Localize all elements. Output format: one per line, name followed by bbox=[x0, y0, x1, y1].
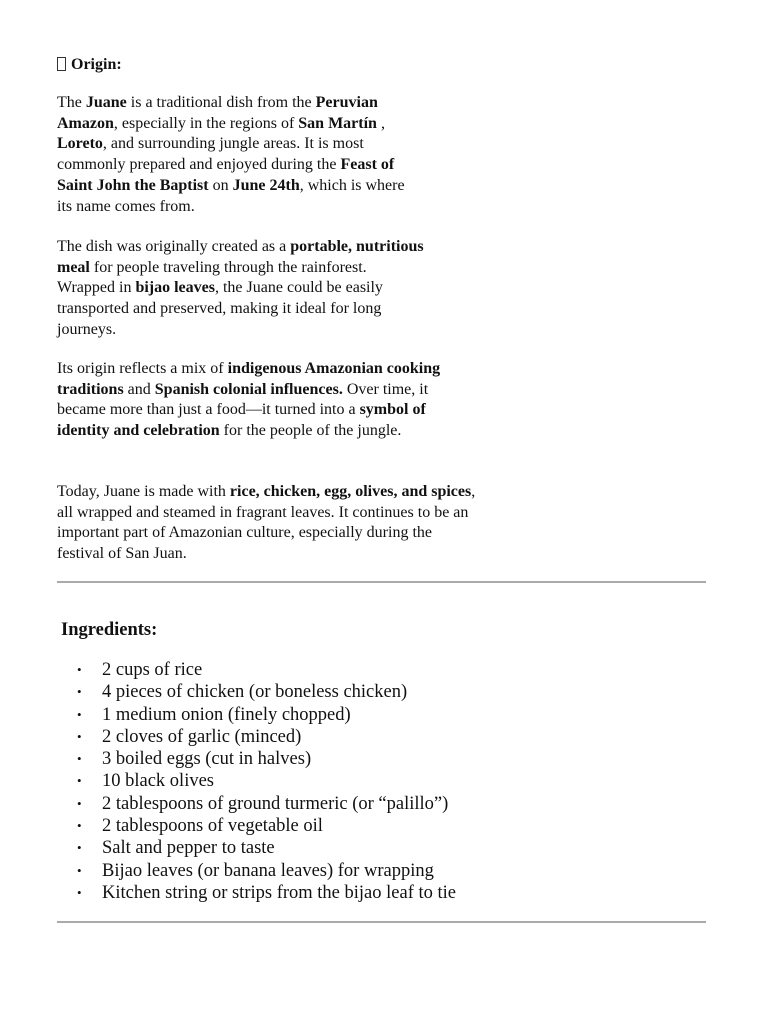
bold-term: June 24th bbox=[232, 176, 300, 194]
ingredient-item bbox=[57, 860, 456, 882]
text-run: The bbox=[57, 94, 86, 111]
ingredient-text: Kitchen string or strips from the bijao leaf to tie bbox=[102, 882, 456, 903]
bullet-icon: • bbox=[77, 884, 82, 900]
bold-term: bijao leaves bbox=[135, 279, 215, 297]
ingredient-text: 10 black olives bbox=[102, 771, 215, 792]
ingredient-text: 4 pieces of chicken (or boneless chicken) bbox=[102, 682, 408, 703]
bullet-icon: • bbox=[77, 795, 82, 811]
ingredient-item bbox=[57, 837, 456, 859]
ingredients-heading: Ingredients: bbox=[61, 620, 158, 640]
ingredient-item bbox=[57, 815, 456, 837]
text-run: for the people of the jungle. bbox=[219, 422, 402, 440]
bullet-icon: • bbox=[77, 706, 82, 722]
bold-term: San Martín bbox=[298, 114, 377, 132]
ingredient-item bbox=[57, 793, 456, 815]
ingredient-item bbox=[57, 704, 456, 726]
bullet-icon: • bbox=[77, 751, 82, 767]
ingredient-text: Bijao leaves (or banana leaves) for wrapping bbox=[102, 860, 434, 881]
bold-term: rice, chicken, egg, olives, and spices bbox=[229, 483, 472, 500]
bold-term: Peruvian Amazon bbox=[57, 94, 378, 132]
bold-term: indigenous Amazonian cooking traditions bbox=[57, 360, 441, 398]
origin-paragraph-2 bbox=[57, 237, 427, 341]
text-run: , which is where its name comes from. bbox=[57, 176, 405, 215]
text-run: , and surrounding jungle areas. It is most commonly prepared and enjoyed during the bbox=[57, 135, 364, 174]
text-run: Its origin reflects a mix of bbox=[57, 360, 228, 377]
text-run: , bbox=[376, 114, 385, 132]
section-divider bbox=[57, 921, 706, 923]
ingredient-text: 2 cups of rice bbox=[102, 660, 203, 680]
bullet-icon: • bbox=[77, 840, 82, 856]
origin-paragraph-1 bbox=[57, 93, 417, 217]
ingredient-item bbox=[57, 882, 456, 904]
ingredient-text: Salt and pepper to taste bbox=[102, 838, 275, 859]
origin-paragraph-3 bbox=[57, 359, 442, 442]
ingredients-list bbox=[57, 659, 456, 904]
text-run: The dish was originally created as a bbox=[57, 238, 291, 255]
bold-term: symbol of identity and celebration bbox=[57, 401, 426, 440]
bullet-icon: • bbox=[77, 862, 82, 878]
bold-term: Spanish colonial influences. bbox=[154, 380, 343, 398]
origin-paragraph-4 bbox=[57, 482, 477, 565]
origin-heading-text: Origin: bbox=[71, 56, 122, 73]
bold-term: Loreto bbox=[57, 135, 103, 153]
ingredient-item bbox=[57, 681, 456, 703]
ingredient-item bbox=[57, 659, 456, 681]
ingredient-item bbox=[57, 770, 456, 792]
ingredient-item bbox=[57, 748, 456, 770]
text-run: for people traveling through the rainforest. Wrapped in bbox=[57, 258, 367, 297]
section-divider bbox=[57, 581, 706, 583]
bullet-icon: • bbox=[77, 818, 82, 834]
bullet-icon: • bbox=[77, 684, 82, 700]
missing-glyph-icon bbox=[57, 57, 66, 71]
text-run: Today, Juane is made with bbox=[57, 483, 230, 500]
bold-term: portable, nutritious meal bbox=[57, 238, 424, 276]
bold-term: Feast of Saint John the Baptist bbox=[57, 156, 395, 194]
bullet-icon: • bbox=[77, 728, 82, 744]
ingredient-text: 1 medium onion (finely chopped) bbox=[102, 704, 351, 725]
text-run: is a traditional dish from the bbox=[126, 94, 316, 111]
text-run: , especially in the regions of bbox=[113, 114, 299, 132]
ingredient-text: 2 tablespoons of vegetable oil bbox=[102, 816, 323, 837]
bullet-icon: • bbox=[77, 773, 82, 789]
origin-heading bbox=[57, 55, 122, 75]
bold-term: Juane bbox=[85, 94, 127, 111]
ingredient-item bbox=[57, 726, 456, 748]
ingredient-text: 3 boiled eggs (cut in halves) bbox=[102, 749, 312, 770]
ingredient-text: 2 tablespoons of ground turmeric (or “palillo”) bbox=[102, 793, 449, 814]
text-run: on bbox=[208, 176, 233, 194]
text-run: and bbox=[123, 380, 155, 398]
text-run: Over time, it became more than just a food—it turned into a bbox=[57, 380, 429, 419]
text-run: , all wrapped and steamed in fragrant leaves. It continues to be an important part of Amazonian culture, especially during the festival of San Juan. bbox=[57, 483, 476, 563]
bullet-icon: • bbox=[77, 662, 82, 677]
text-run: , the Juane could be easily transported and preserved, making it ideal for long journeys. bbox=[57, 279, 383, 338]
ingredient-text: 2 cloves of garlic (minced) bbox=[102, 726, 302, 747]
